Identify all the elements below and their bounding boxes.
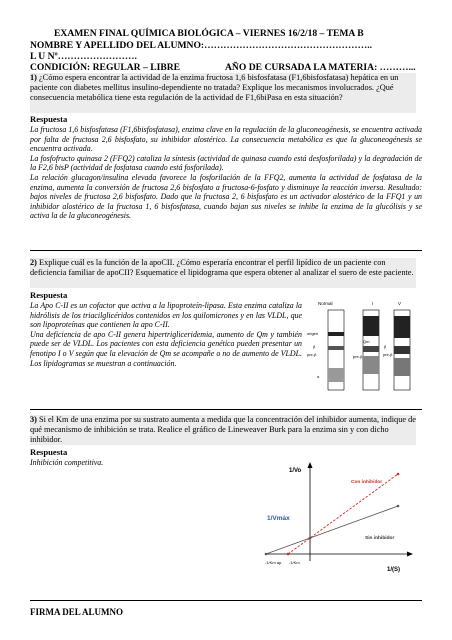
alpha-label: α <box>317 374 320 379</box>
question-2-response-label: Respuesta <box>30 290 68 300</box>
series-label-con-inhibidor: Con inhibidor <box>351 480 383 485</box>
qm-label: Qm <box>363 339 370 344</box>
x-tick-label: -1/Km ap. <box>265 560 283 565</box>
x-axis-arrow-icon <box>407 552 413 557</box>
series-label-sin-inhibidor: Sin inhibidor <box>365 536 395 541</box>
question-3-number: 3) <box>30 415 37 424</box>
separator <box>30 250 422 251</box>
answer-1-paragraph: La relación glucagon/insulina elevada favorece la fosforilación de la FFQ2, aumenta la actividad de fosfatasa de la enzima, aumenta la conversión de fructosa 2,6 bisfosfato a fructosa-6-fosfato y disminuye la reacción inversa. Resultado: bajos niveles de fructosa 2,6 bisfosfato. Dado que la fructosa 2, 6 bisfosfato es un activador alostérico de la FFQ1 y un inhibidor alostérico de la fructosa 1, 6 bisfosfatasa, cuando bajan sus niveles se inhibe la enzima de la glucólisis y se activa la de la gluconeogénesis. <box>30 172 422 221</box>
year-line: AÑO DE CURSADA LA MATERIA: ………... <box>225 62 416 73</box>
prebeta-type-i-label: pre-β <box>353 354 363 359</box>
separator <box>30 600 422 601</box>
signature-label: FIRMA DEL ALUMNO <box>30 607 124 617</box>
series-point <box>397 505 400 508</box>
chart-series-group <box>265 473 400 556</box>
lineweaver-burk-chart <box>255 456 415 574</box>
y-axis-label: 1/Vo <box>289 468 302 474</box>
beta-label: β <box>313 344 316 349</box>
lipidogram-type-i-label: I <box>372 301 374 306</box>
question-1-number: 1) <box>30 73 37 82</box>
question-1-response-label: Respuesta <box>30 114 68 124</box>
question-2 <box>30 258 416 288</box>
series-line-con-inhibidor <box>288 474 398 554</box>
series-point <box>397 473 400 476</box>
student-name-line: NOMBRE Y APELLIDO DEL ALUMNO:…………………………………………….. <box>30 40 373 51</box>
lipidogram-strip-type-v <box>394 310 410 390</box>
question-1 <box>30 73 416 113</box>
condition-line: CONDICIÓN: REGULAR – LIBRE <box>30 62 181 73</box>
series-point <box>265 553 268 556</box>
lipidogram-strip-type-i <box>363 310 379 390</box>
question-3-text: Si el Km de una enzima por su sustrato aumenta a medida que la concentración del inhibidor aumenta, indique de qué mecanismo de inhibición se trata. Realice el gráfico de Lineweaver Burk para la enzima sin y con dicho inhibidor. <box>30 415 416 444</box>
question-3-answer: Inhibición competitiva. <box>30 458 104 467</box>
series-line-sin-inhibidor <box>266 506 398 554</box>
question-1-text: ¿Cómo espera encontrar la actividad de la enzima fructosa 1,6 bisfosfatasa (F1,6bisfosfatasa) hepática en un paciente con diabetes mellitus insulino-dependiente no tratada? Explique los mecanismos involucrados. ¿Qué consecuencia metabólica tiene esta regulación de la actividad de F1,6biPasa en esta situación? <box>30 73 399 102</box>
answer-2-paragraph: La Apo C-II es un cofactor que activa a la lipoproteín-lipasa. Esta enzima cataliza la hidrólisis de los triacilglicéridos contenidos en los quilomicrones y en las VLDL, que son lipoproteínas que contienen la apo C-II. <box>30 301 302 330</box>
x-tick-label: -1/Km <box>289 560 300 565</box>
question-2-answer <box>30 301 302 368</box>
vmax-intercept-label: 1/Vmáx <box>267 515 290 522</box>
question-3-response-label: Respuesta <box>30 447 68 457</box>
separator <box>30 409 422 410</box>
x-axis-label: 1/(S) <box>387 567 401 573</box>
lu-line: L U Nº……………………. <box>30 51 137 62</box>
lipidogram-strip-normal <box>328 310 344 390</box>
question-3 <box>30 415 416 445</box>
lipidogram-type-v-label: V <box>398 301 402 306</box>
prebeta-label: pre-β <box>307 352 317 357</box>
prebeta-type-v-label: pre-β <box>383 352 393 357</box>
answer-1-paragraph: La fructosa 1,6 bisfosfatasa (F1,6bisfosfatasa), enzima clave en la regulación de la gluconeogénesis, se encuentra activada por falta de fructosa 2,6 bisfosfato, su inhibidor alostérico. La consecuencia metabólica es que la gluconeogénesis se encuentra activada. <box>30 125 422 154</box>
y-axis-arrow-icon <box>308 462 313 468</box>
question-1-answer <box>30 125 422 221</box>
question-2-number: 2) <box>30 258 37 267</box>
origin-label: origen <box>307 331 319 336</box>
question-2-text: Explique cuál es la función de la apoCII. ¿Cómo esperaría encontrar el perfil lipídico de un paciente con deficiencia familiar de apoCII? Esquematice el lipidograma que espera obtener al analizar el suero de este paciente. <box>30 258 414 277</box>
exam-title: EXAMEN FINAL QUÍMICA BIOLÓGICA – VIERNES 16/2/18 – TEMA B <box>54 28 364 39</box>
lipidogram-normal-label: Normal <box>318 301 333 306</box>
answer-2-paragraph: Una deficiencia de apo C-II genera hipertrigliceridemia, aumento de Qm y también puede ser de VLDL. Los pacientes con esta deficiencia genética pueden presentar un fenotipo I o V según que la elevación de Qm se acompañe o no de aumento de VLDL. Los lipidogramas se muestran a continuación. <box>30 329 302 368</box>
beta-type-v-label: β <box>384 344 387 349</box>
series-point <box>287 553 290 556</box>
answer-1-paragraph: La fosfofructo quinasa 2 (FFQ2) cataliza la síntesis (actividad de quinasa cuando está desfosforilada) y la degradación de la F2,6 bisP (actividad de fosfatasa cuando está fosforilada). <box>30 153 422 173</box>
series-point <box>309 537 312 540</box>
lipidogram-figure <box>305 296 417 404</box>
